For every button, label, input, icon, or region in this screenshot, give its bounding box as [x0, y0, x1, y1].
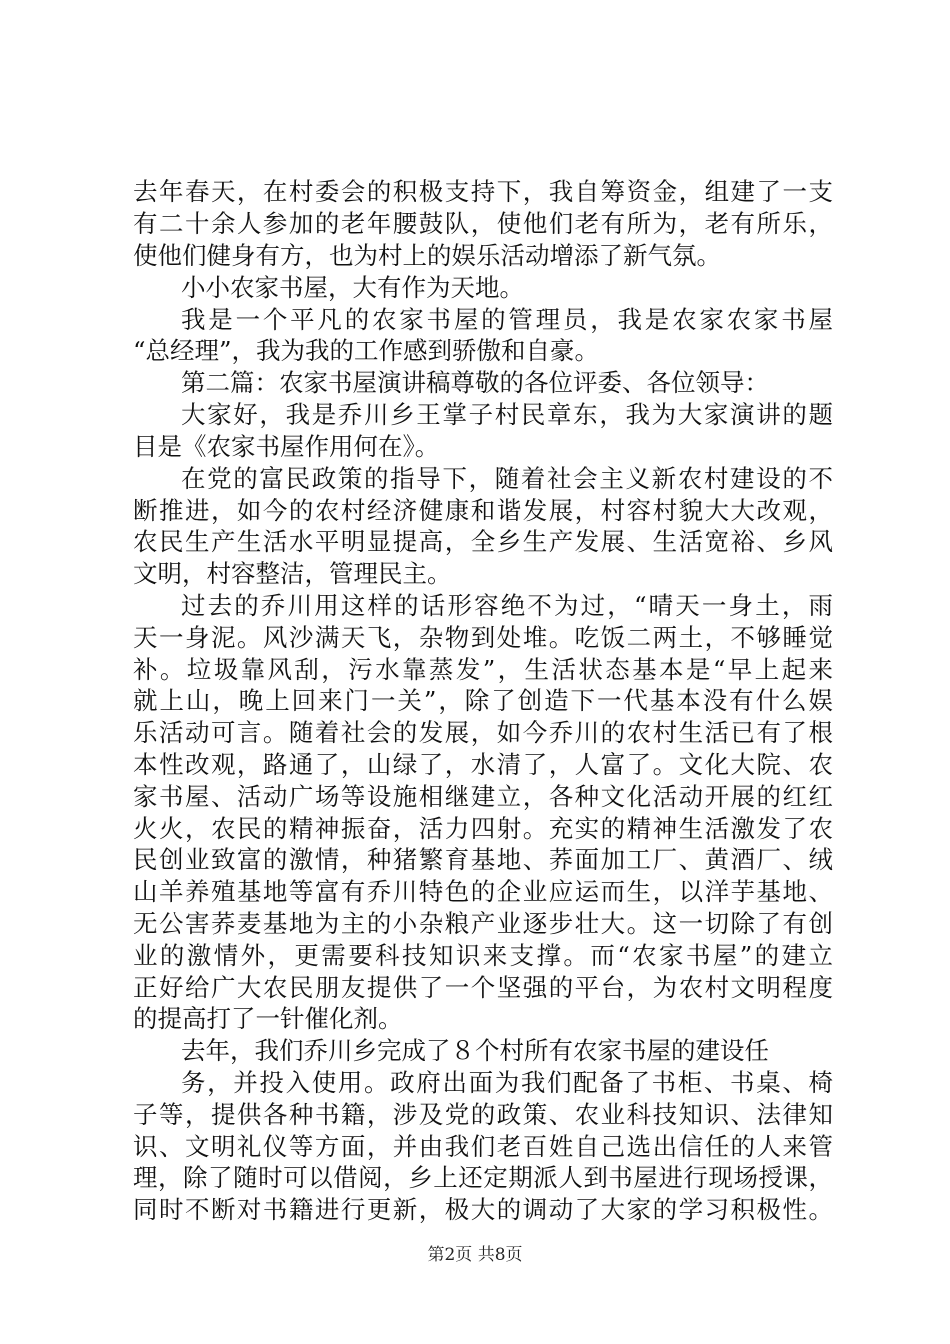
text-line: 大家好，我是乔川乡王掌子村民章东，我为大家演讲的题	[181, 400, 833, 429]
text-line: 山羊养殖基地等富有乔川特色的企业应运而生，以洋芋基地、	[133, 877, 833, 906]
text-line: 过去的乔川用这样的话形容绝不为过，“晴天一身土，雨	[181, 591, 833, 620]
text-line: 文明，村容整洁，管理民主。	[133, 559, 452, 588]
text-line: 正好给广大农民朋友提供了一个坚强的平台，为农村文明程度	[133, 973, 833, 1002]
text-line: 农民生产生活水平明显提高，全乡生产发展、生活宽裕、乡风	[133, 527, 833, 556]
text-line: 无公害荞麦基地为主的小杂粮产业逐步壮大。这一切除了有创	[133, 909, 833, 938]
text-line: 我是一个平凡的农家书屋的管理员，我是农家农家书屋	[181, 305, 833, 334]
text-line: 的提高打了一针催化剂。	[133, 1004, 403, 1033]
text-line: 民创业致富的激情，种猪繁育基地、荞面加工厂、黄酒厂、绒	[133, 845, 833, 874]
text-line: 识、文明礼仪等方面，并由我们老百姓自己选出信任的人来管	[133, 1132, 833, 1161]
text-line: 目是《农家书屋作用何在》。	[133, 432, 440, 461]
text-line: 子等，提供各种书籍，涉及党的政策、农业科技知识、法律知	[133, 1100, 833, 1129]
text-line: 本性改观，路通了，山绿了，水清了，人富了。文化大院、农	[133, 750, 833, 779]
text-line: 火火，农民的精神振奋，活力四射。充实的精神生活激发了农	[133, 814, 833, 843]
text-line: 断推进，如今的农村经济健康和谐发展，村容村貌大大改观，	[133, 496, 833, 525]
text-line: 使他们健身有方，也为村上的娱乐活动增添了新气氛。	[133, 241, 721, 270]
text-line: 乐活动可言。随着社会的发展，如今乔川的农村生活已有了根	[133, 718, 833, 747]
text-line: 业的激情外，更需要科技知识来支撑。而“农家书屋”的建立	[133, 941, 833, 970]
text-line: 务，并投入使用。政府出面为我们配备了书柜、书桌、椅	[181, 1068, 833, 1097]
page-footer: 第2页 共8页	[427, 1245, 523, 1265]
text-line: 有二十余人参加的老年腰鼓队，使他们老有所为，老有所乐，	[133, 209, 833, 238]
text-line: 去年春天，在村委会的积极支持下，我自筹资金，组建了一支	[133, 177, 833, 206]
text-line: 家书屋、活动广场等设施相继建立，各种文化活动开展的红红	[133, 782, 833, 811]
text-line: 在党的富民政策的指导下，随着社会主义新农村建设的不	[181, 464, 833, 493]
text-line: “总经理”，我为我的工作感到骄傲和自豪。	[133, 336, 600, 365]
text-line: 小小农家书屋，大有作为天地。	[181, 273, 524, 302]
text-line: 同时不断对书籍进行更新，极大的调动了大家的学习积极性。	[133, 1195, 833, 1224]
text-line: 天一身泥。风沙满天飞，杂物到处堆。吃饭二两土，不够睡觉	[133, 623, 833, 652]
text-line: 理，除了随时可以借阅，乡上还定期派人到书屋进行现场授课，	[133, 1163, 833, 1192]
text-line: 就上山，晚上回来门一关”，除了创造下一代基本没有什么娱	[133, 686, 833, 715]
text-line: 第二篇：农家书屋演讲稿尊敬的各位评委、各位领导：	[181, 368, 769, 397]
text-line: 补。垃圾靠风刮，污水靠蒸发”，生活状态基本是“早上起来	[133, 655, 833, 684]
text-line: 去年，我们乔川乡完成了８个村所有农家书屋的建设任	[181, 1036, 769, 1065]
